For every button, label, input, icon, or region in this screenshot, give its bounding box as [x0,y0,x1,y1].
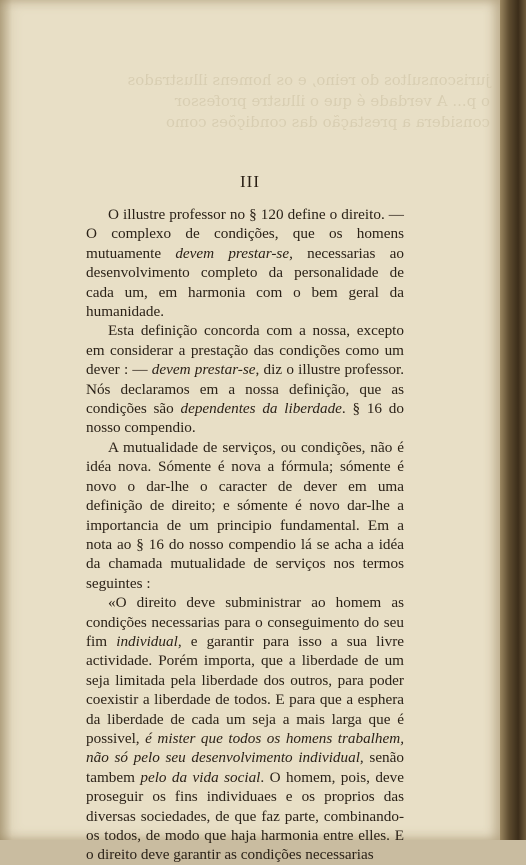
paragraph-text: , diz o illustre professor. Nós declaramos em a nossa definição, que as condições são [86,361,404,418]
paragraph-text: «O direito deve subministrar ao homem as condições necessarias para o conseguimento do seu fim [86,594,404,650]
page-gutter-shadow [0,0,12,840]
paragraph [86,438,404,593]
paragraph-text: , e garantir para isso a sua livre actividade. Porém importa, que a liberdade de um seja limitada pela liberdade dos outros, para poder coexistir a liberdade de todos. E para que a esphera da liberdade de cada um seja a mais larga que é possivel, [86,632,404,747]
paragraph-text: . O homem, pois, deve proseguir os fins individuaes e os proprios das diversas sociedades, de que faz parte, combinando-os todos, de modo que haja harmonia entre elles. E o direito deve garantir as condições necessarias [86,768,405,864]
paragraph-text: , necessarias ao desenvolvimento completo da personalidade de cada um, em harmonia com o bem geral da humanidade. [86,244,404,321]
italic-text: devem prestar-se [175,244,290,262]
paragraph-text: O illustre professor no § 120 define o direito. — O complexo de condições, que os homens mutuamente [86,206,404,262]
italic-text: individual [116,632,178,650]
paragraph-text: . § 16 do nosso compendio. [86,400,404,437]
chapter-heading: III [240,172,260,191]
paragraph-text: , senão tambem [86,749,404,786]
italic-text: devem prestar-se [151,361,256,379]
italic-text: pelo da vida social [140,768,261,786]
book-spine-edge [500,0,526,840]
italic-text: dependentes da liberdade [180,400,342,418]
show-through-text: jurisconsultos do reino, e os homens illustrados o p... A verdade é que o illustre professor considera a prestação das condições como [127,71,490,131]
paragraph [86,321,404,437]
paragraph-text: A mutualidade de serviços, ou condições, não é idéa nova. Sómente é nova a fórmula; sómente é novo o dar-lhe o caracter de dever em uma definição de direito; e sómente é novo dar-lhe a importancia de um principio fundamental. Em a nota ao § 16 do nosso compendio lá se acha a idéa da chamada mutualidade de serviços nos termos seguintes : [86,438,404,592]
paragraph-text: Esta definição concorda com a nossa, excepto em considerar a prestação das condições como um dever : — [86,322,404,379]
paragraph [86,593,404,865]
body-text [86,205,404,865]
paragraph [86,205,404,321]
italic-text: é mister que todos os homens trabalhem, não só pelo seu desenvolvimento individual [86,729,404,767]
